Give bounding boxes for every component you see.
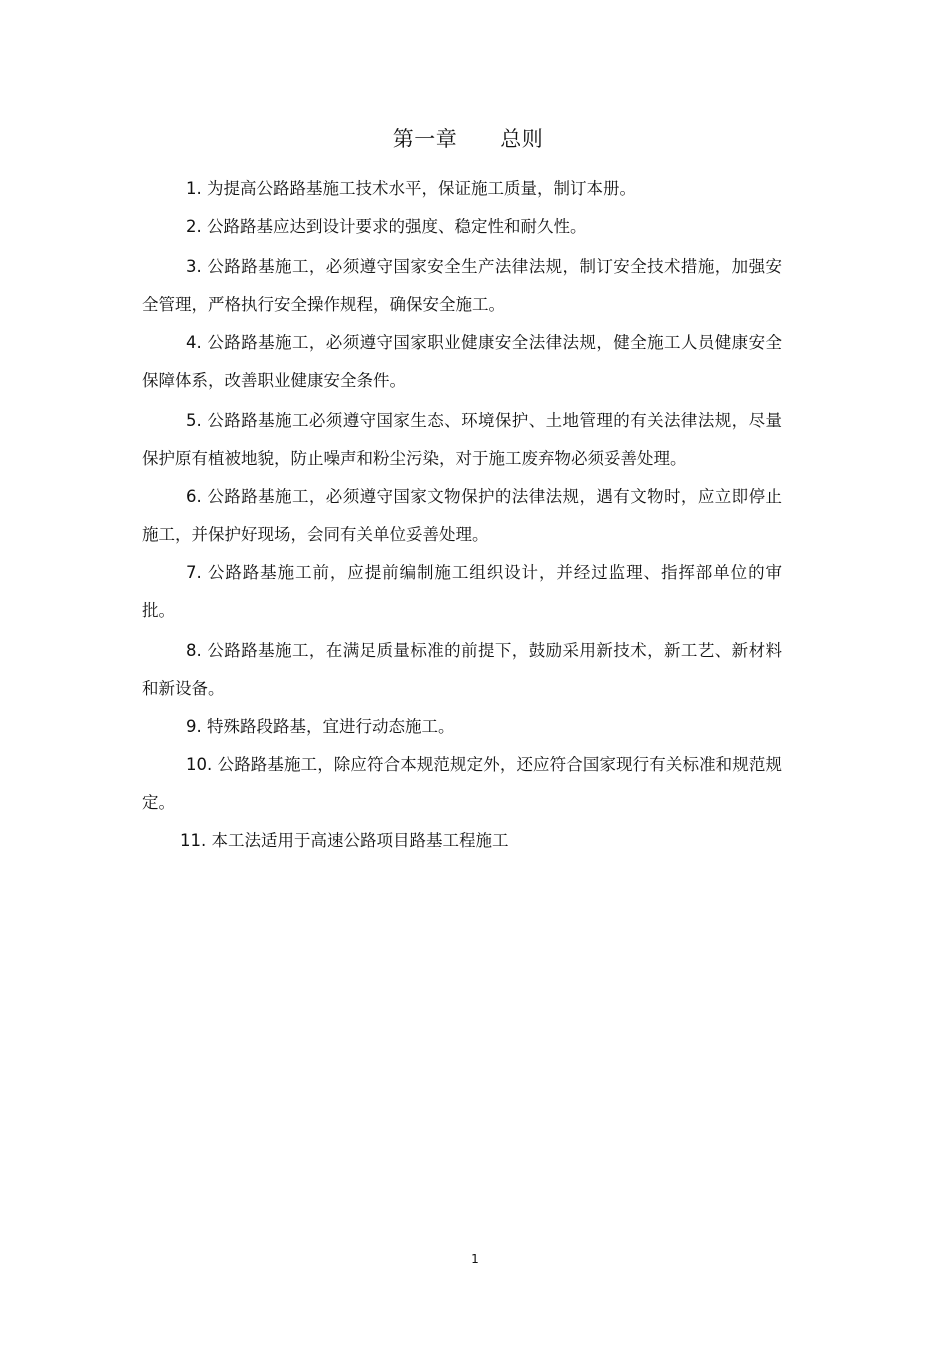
paragraph-10: 10. 公路路基施工，除应符合本规范规定外，还应符合国家现行有关标准和规范规定。 bbox=[142, 755, 782, 812]
paragraph-6: 6. 公路路基施工，必须遵守国家文物保护的法律法规，遇有文物时，应立即停止施工，并保护好现场，会同有关单位妥善处理。 bbox=[142, 487, 782, 544]
paragraph-5: 5. 公路路基施工必须遵守国家生态、环境保护、土地管理的有关法律法规，尽量保护原有植被地貌，防止噪声和粉尘污染，对于施工废弃物必须妥善处理。 bbox=[142, 411, 782, 468]
paragraph-2: 2. 公路路基应达到设计要求的强度、稳定性和耐久性。 bbox=[186, 217, 587, 236]
paragraph-3: 3. 公路路基施工，必须遵守国家安全生产法律法规，制订安全技术措施，加强安全管理，严格执行安全操作规程，确保安全施工。 bbox=[142, 257, 782, 314]
paragraph-4: 4. 公路路基施工，必须遵守国家职业健康安全法律法规，健全施工人员健康安全保障体系，改善职业健康安全条件。 bbox=[142, 333, 782, 390]
page-number: 1 bbox=[471, 1252, 479, 1266]
paragraph-11: 11. 本工法适用于高速公路项目路基工程施工 bbox=[180, 831, 509, 850]
paragraph-7: 7. 公路路基施工前，应提前编制施工组织设计，并经过监理、指挥部单位的审批。 bbox=[142, 563, 782, 620]
chapter-title: 第一章 总则 bbox=[392, 127, 544, 151]
paragraph-9: 9. 特殊路段路基，宜进行动态施工。 bbox=[186, 717, 455, 736]
chapter-body bbox=[142, 170, 782, 860]
paragraph-8: 8. 公路路基施工，在满足质量标准的前提下，鼓励采用新技术，新工艺、新材料和新设备。 bbox=[142, 641, 782, 698]
paragraph-1: 1. 为提高公路路基施工技术水平，保证施工质量，制订本册。 bbox=[186, 179, 636, 198]
